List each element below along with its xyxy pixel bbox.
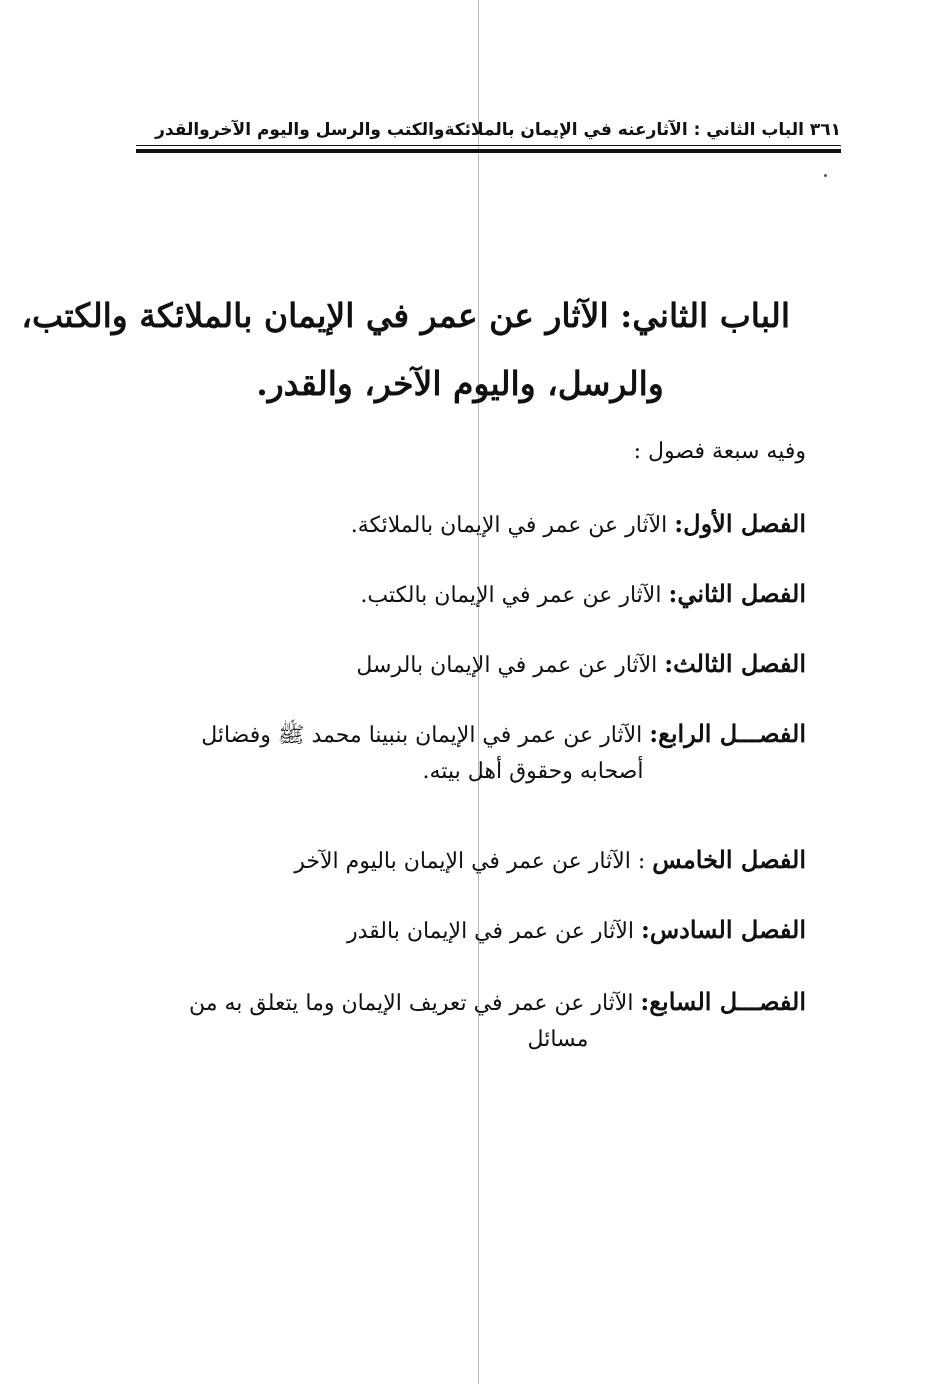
running-header-title: ٣٦١ الباب الثاني : الآثارعنه في الإيمان بالملائكةوالكتب والرسل واليوم الآخروالقدر <box>155 120 841 140</box>
section-2-text: الآثار عن عمر في الإيمان بالكتب. <box>360 583 669 608</box>
section-5-text: : الآثار عن عمر في الإيمان باليوم الآخر <box>294 849 653 874</box>
header-rule-thick <box>136 149 841 153</box>
section-3-text: الآثار عن عمر في الإيمان بالرسل <box>356 653 665 678</box>
section-6-label: الفصل السادس: <box>640 915 806 944</box>
chapter-title <box>21 282 790 418</box>
section-1-text: الآثار عن عمر في الإيمان بالملائكة. <box>350 513 675 538</box>
section-1-label: الفصل الأول: <box>674 509 806 538</box>
section-1 <box>130 506 806 544</box>
section-7-label: الفصـــل السابع: <box>640 987 806 1016</box>
scan-speck <box>824 174 827 177</box>
section-4-label: الفصـــل الرابع: <box>649 719 806 748</box>
section-4 <box>130 716 806 790</box>
section-6 <box>130 912 806 950</box>
section-2 <box>130 576 806 614</box>
section-4-text: الآثار عن عمر في الإيمان بنبينا محمد ﷺ وفضائل <box>201 723 650 748</box>
intro-line: وفيه سبعة فصول : <box>633 439 806 464</box>
section-6-text: الآثار عن عمر في الإيمان بالقدر <box>347 919 641 944</box>
section-7 <box>130 984 806 1058</box>
section-7-text: الآثار عن عمر في تعريف الإيمان وما يتعلق به من <box>188 991 641 1016</box>
section-5 <box>130 842 806 880</box>
section-7-continuation: مسائل <box>527 1027 589 1052</box>
section-3-label: الفصل الثالث: <box>664 649 806 678</box>
scan-fold-line <box>478 0 479 1384</box>
section-4-continuation: أصحابه وحقوق أهل بيته. <box>422 759 644 784</box>
section-5-label: الفصل الخامس <box>652 845 806 874</box>
section-2-label: الفصل الثاني: <box>668 579 806 608</box>
chapter-title-line-1: الباب الثاني: الآثار عن عمر في الإيمان بالملائكة والكتب، <box>21 296 790 335</box>
header-rule-thin <box>136 145 841 146</box>
chapter-title-line-2: والرسل، واليوم الآخر، والقدر. <box>256 364 664 403</box>
section-3 <box>130 646 806 684</box>
